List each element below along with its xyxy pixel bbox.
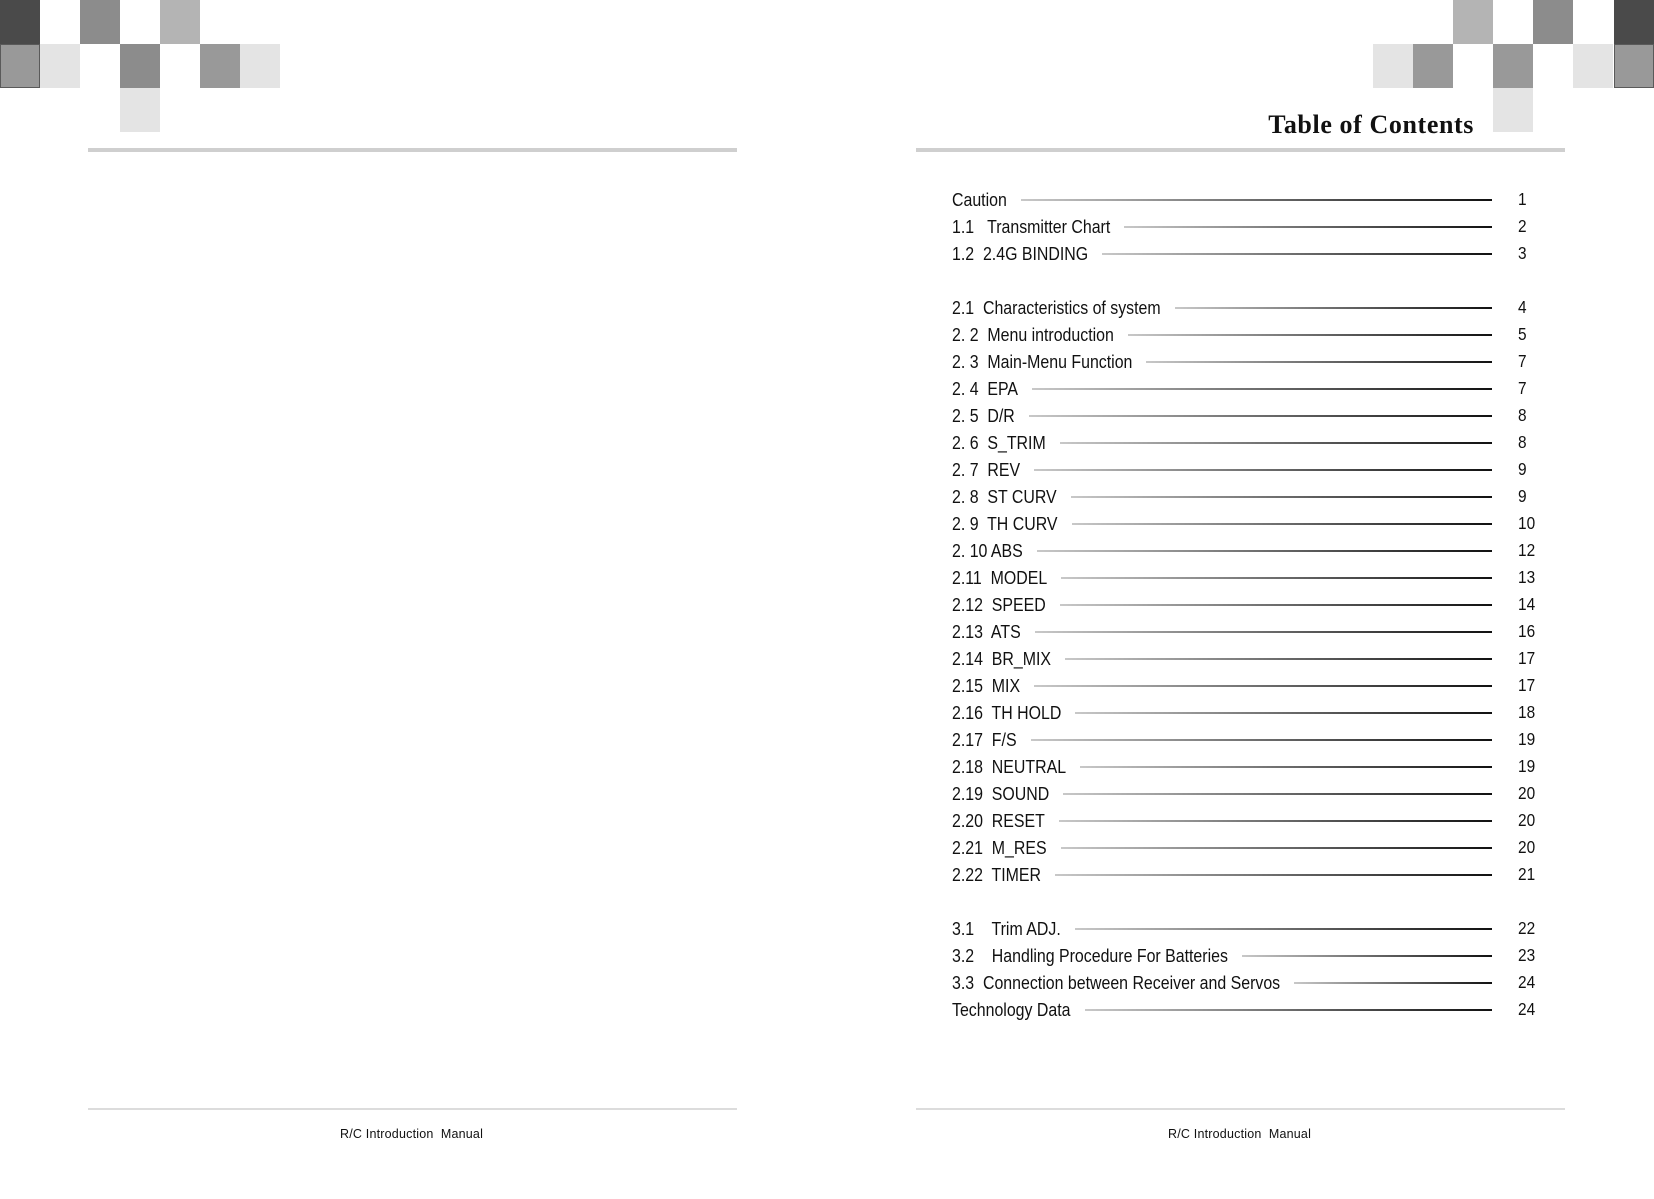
toc-entry-title: 2.22 TIMER	[952, 864, 1042, 885]
toc-entry	[952, 240, 1552, 267]
toc-entry-title: 3.1 Trim ADJ.	[952, 918, 1061, 939]
toc-leader-line	[1061, 847, 1492, 849]
toc-leader-line	[1059, 820, 1492, 822]
toc-entry	[952, 699, 1552, 726]
toc-leader-line	[1037, 550, 1492, 552]
toc-leader-line	[1060, 442, 1492, 444]
footer-text: R/C Introduction Manual	[340, 1127, 484, 1141]
toc-page-number: 10	[1518, 513, 1536, 533]
toc-entry	[952, 591, 1552, 618]
toc-page-number: 9	[1518, 486, 1527, 506]
toc-leader-line	[1029, 415, 1492, 417]
toc-entry-title: 1.2 2.4G BINDING	[952, 243, 1089, 264]
toc-entry-title: 2.19 SOUND	[952, 783, 1050, 804]
toc-page-number: 5	[1518, 324, 1527, 344]
toc-page-number: 1	[1518, 189, 1527, 209]
toc-leader-line	[1128, 334, 1492, 336]
toc-entry-title: 2.1 Characteristics of system	[952, 297, 1161, 318]
toc-page-number: 20	[1518, 837, 1536, 857]
toc-entry	[952, 915, 1552, 942]
toc-entry	[952, 618, 1552, 645]
toc-entry	[952, 861, 1552, 888]
toc-leader-line	[1034, 469, 1492, 471]
toc-page-number: 8	[1518, 432, 1527, 452]
toc-entry	[952, 996, 1552, 1023]
toc-entry	[952, 807, 1552, 834]
toc-entry	[952, 834, 1552, 861]
toc-entry-title: 3.2 Handling Procedure For Batteries	[952, 945, 1228, 966]
toc-entry-title: 2. 7 REV	[952, 459, 1021, 480]
toc-page-number: 13	[1518, 567, 1536, 587]
toc-leader-line	[1065, 658, 1492, 660]
toc-leader-line	[1035, 631, 1492, 633]
toc-page-number: 12	[1518, 540, 1536, 560]
toc-entry-title: 2. 6 S_TRIM	[952, 432, 1046, 453]
toc-entry	[952, 726, 1552, 753]
toc-leader-line	[1034, 685, 1492, 687]
toc-page-number: 21	[1518, 864, 1536, 884]
toc-leader-line	[1102, 253, 1492, 255]
toc-entry	[952, 375, 1552, 402]
toc-entry	[952, 942, 1552, 969]
toc-entry-title: 2. 9 TH CURV	[952, 513, 1058, 534]
toc-entry-title: 2.13 ATS	[952, 621, 1021, 642]
toc-page-number: 9	[1518, 459, 1527, 479]
toc-entry	[952, 429, 1552, 456]
toc-page-number: 19	[1518, 729, 1536, 749]
toc-entry-title: Caution	[952, 189, 1007, 210]
toc-leader-line	[1032, 388, 1492, 390]
toc-entry	[952, 672, 1552, 699]
toc-page-number: 24	[1518, 999, 1536, 1019]
toc-entry	[952, 186, 1552, 213]
toc-entry	[952, 456, 1552, 483]
toc-page-number: 8	[1518, 405, 1527, 425]
toc-entry	[952, 645, 1552, 672]
toc-leader-line	[1061, 577, 1492, 579]
toc-entry-title: 2.15 MIX	[952, 675, 1021, 696]
toc-entry-title: 2. 8 ST CURV	[952, 486, 1057, 507]
toc-leader-line	[1175, 307, 1492, 309]
toc-leader-line	[1060, 604, 1492, 606]
toc-page-number: 24	[1518, 972, 1536, 992]
toc-entry-title: 2.14 BR_MIX	[952, 648, 1052, 669]
toc-page-number: 3	[1518, 243, 1527, 263]
toc-page-number: 19	[1518, 756, 1536, 776]
toc-page-number: 20	[1518, 810, 1536, 830]
toc-page-number: 22	[1518, 918, 1536, 938]
toc-leader-line	[1075, 928, 1492, 930]
toc-entry	[952, 564, 1552, 591]
toc-entry-title: 3.3 Connection between Receiver and Servos	[952, 972, 1281, 993]
toc-leader-line	[1242, 955, 1492, 957]
toc-entry	[952, 294, 1552, 321]
toc-entry	[952, 402, 1552, 429]
toc-entry-title: 2.16 TH HOLD	[952, 702, 1062, 723]
toc-entry	[952, 537, 1552, 564]
toc-entry	[952, 753, 1552, 780]
toc-leader-line	[1124, 226, 1492, 228]
bottom-rule	[916, 1108, 1565, 1110]
bottom-rule	[88, 1108, 737, 1110]
toc-entry	[952, 780, 1552, 807]
toc-page-number: 2	[1518, 216, 1527, 236]
toc-leader-line	[1063, 793, 1492, 795]
table-of-contents	[827, 0, 1654, 1199]
toc-leader-line	[1080, 766, 1492, 768]
toc-entry-title: 2.17 F/S	[952, 729, 1017, 750]
toc-entry-title: 2.21 M_RES	[952, 837, 1047, 858]
toc-leader-line	[1146, 361, 1492, 363]
toc-page-number: 14	[1518, 594, 1536, 614]
toc-entry	[952, 969, 1552, 996]
toc-entry-title: 2.12 SPEED	[952, 594, 1046, 615]
toc-leader-line	[1072, 523, 1492, 525]
toc-page-number: 23	[1518, 945, 1536, 965]
toc-page-number: 4	[1518, 297, 1527, 317]
toc-page-number: 7	[1518, 378, 1527, 398]
toc-entry-title: 2. 5 D/R	[952, 405, 1015, 426]
toc-entry	[952, 213, 1552, 240]
toc-entry-title: 2.11 MODEL	[952, 567, 1048, 588]
toc-entry	[952, 321, 1552, 348]
toc-page-number: 18	[1518, 702, 1536, 722]
toc-entry-title: 2. 4 EPA	[952, 378, 1019, 399]
page-title: Table of Contents	[1268, 110, 1474, 139]
toc-leader-line	[1075, 712, 1492, 714]
toc-page-number: 20	[1518, 783, 1536, 803]
toc-entry-title: 2. 2 Menu introduction	[952, 324, 1114, 345]
toc-entry-title: 1.1 Transmitter Chart	[952, 216, 1111, 237]
toc-entry-title: 2.18 NEUTRAL	[952, 756, 1067, 777]
toc-leader-line	[1085, 1009, 1492, 1011]
toc-page-number: 16	[1518, 621, 1536, 641]
toc-leader-line	[1071, 496, 1492, 498]
toc-leader-line	[1294, 982, 1492, 984]
toc-leader-line	[1021, 199, 1492, 201]
toc-page-number: 17	[1518, 648, 1536, 668]
toc-entry-title: Technology Data	[952, 999, 1071, 1020]
toc-entry-title: 2.20 RESET	[952, 810, 1045, 831]
footer-text: R/C Introduction Manual	[1168, 1127, 1312, 1141]
toc-entry-title: 2. 10 ABS	[952, 540, 1023, 561]
toc-page-number: 7	[1518, 351, 1527, 371]
toc-leader-line	[1055, 874, 1492, 876]
toc-entry	[952, 483, 1552, 510]
toc-entry	[952, 348, 1552, 375]
toc-page-number: 17	[1518, 675, 1536, 695]
toc-entry	[952, 510, 1552, 537]
toc-entry-title: 2. 3 Main-Menu Function	[952, 351, 1133, 372]
right-page	[827, 0, 1654, 1199]
toc-leader-line	[1031, 739, 1492, 741]
top-rule	[88, 148, 737, 152]
